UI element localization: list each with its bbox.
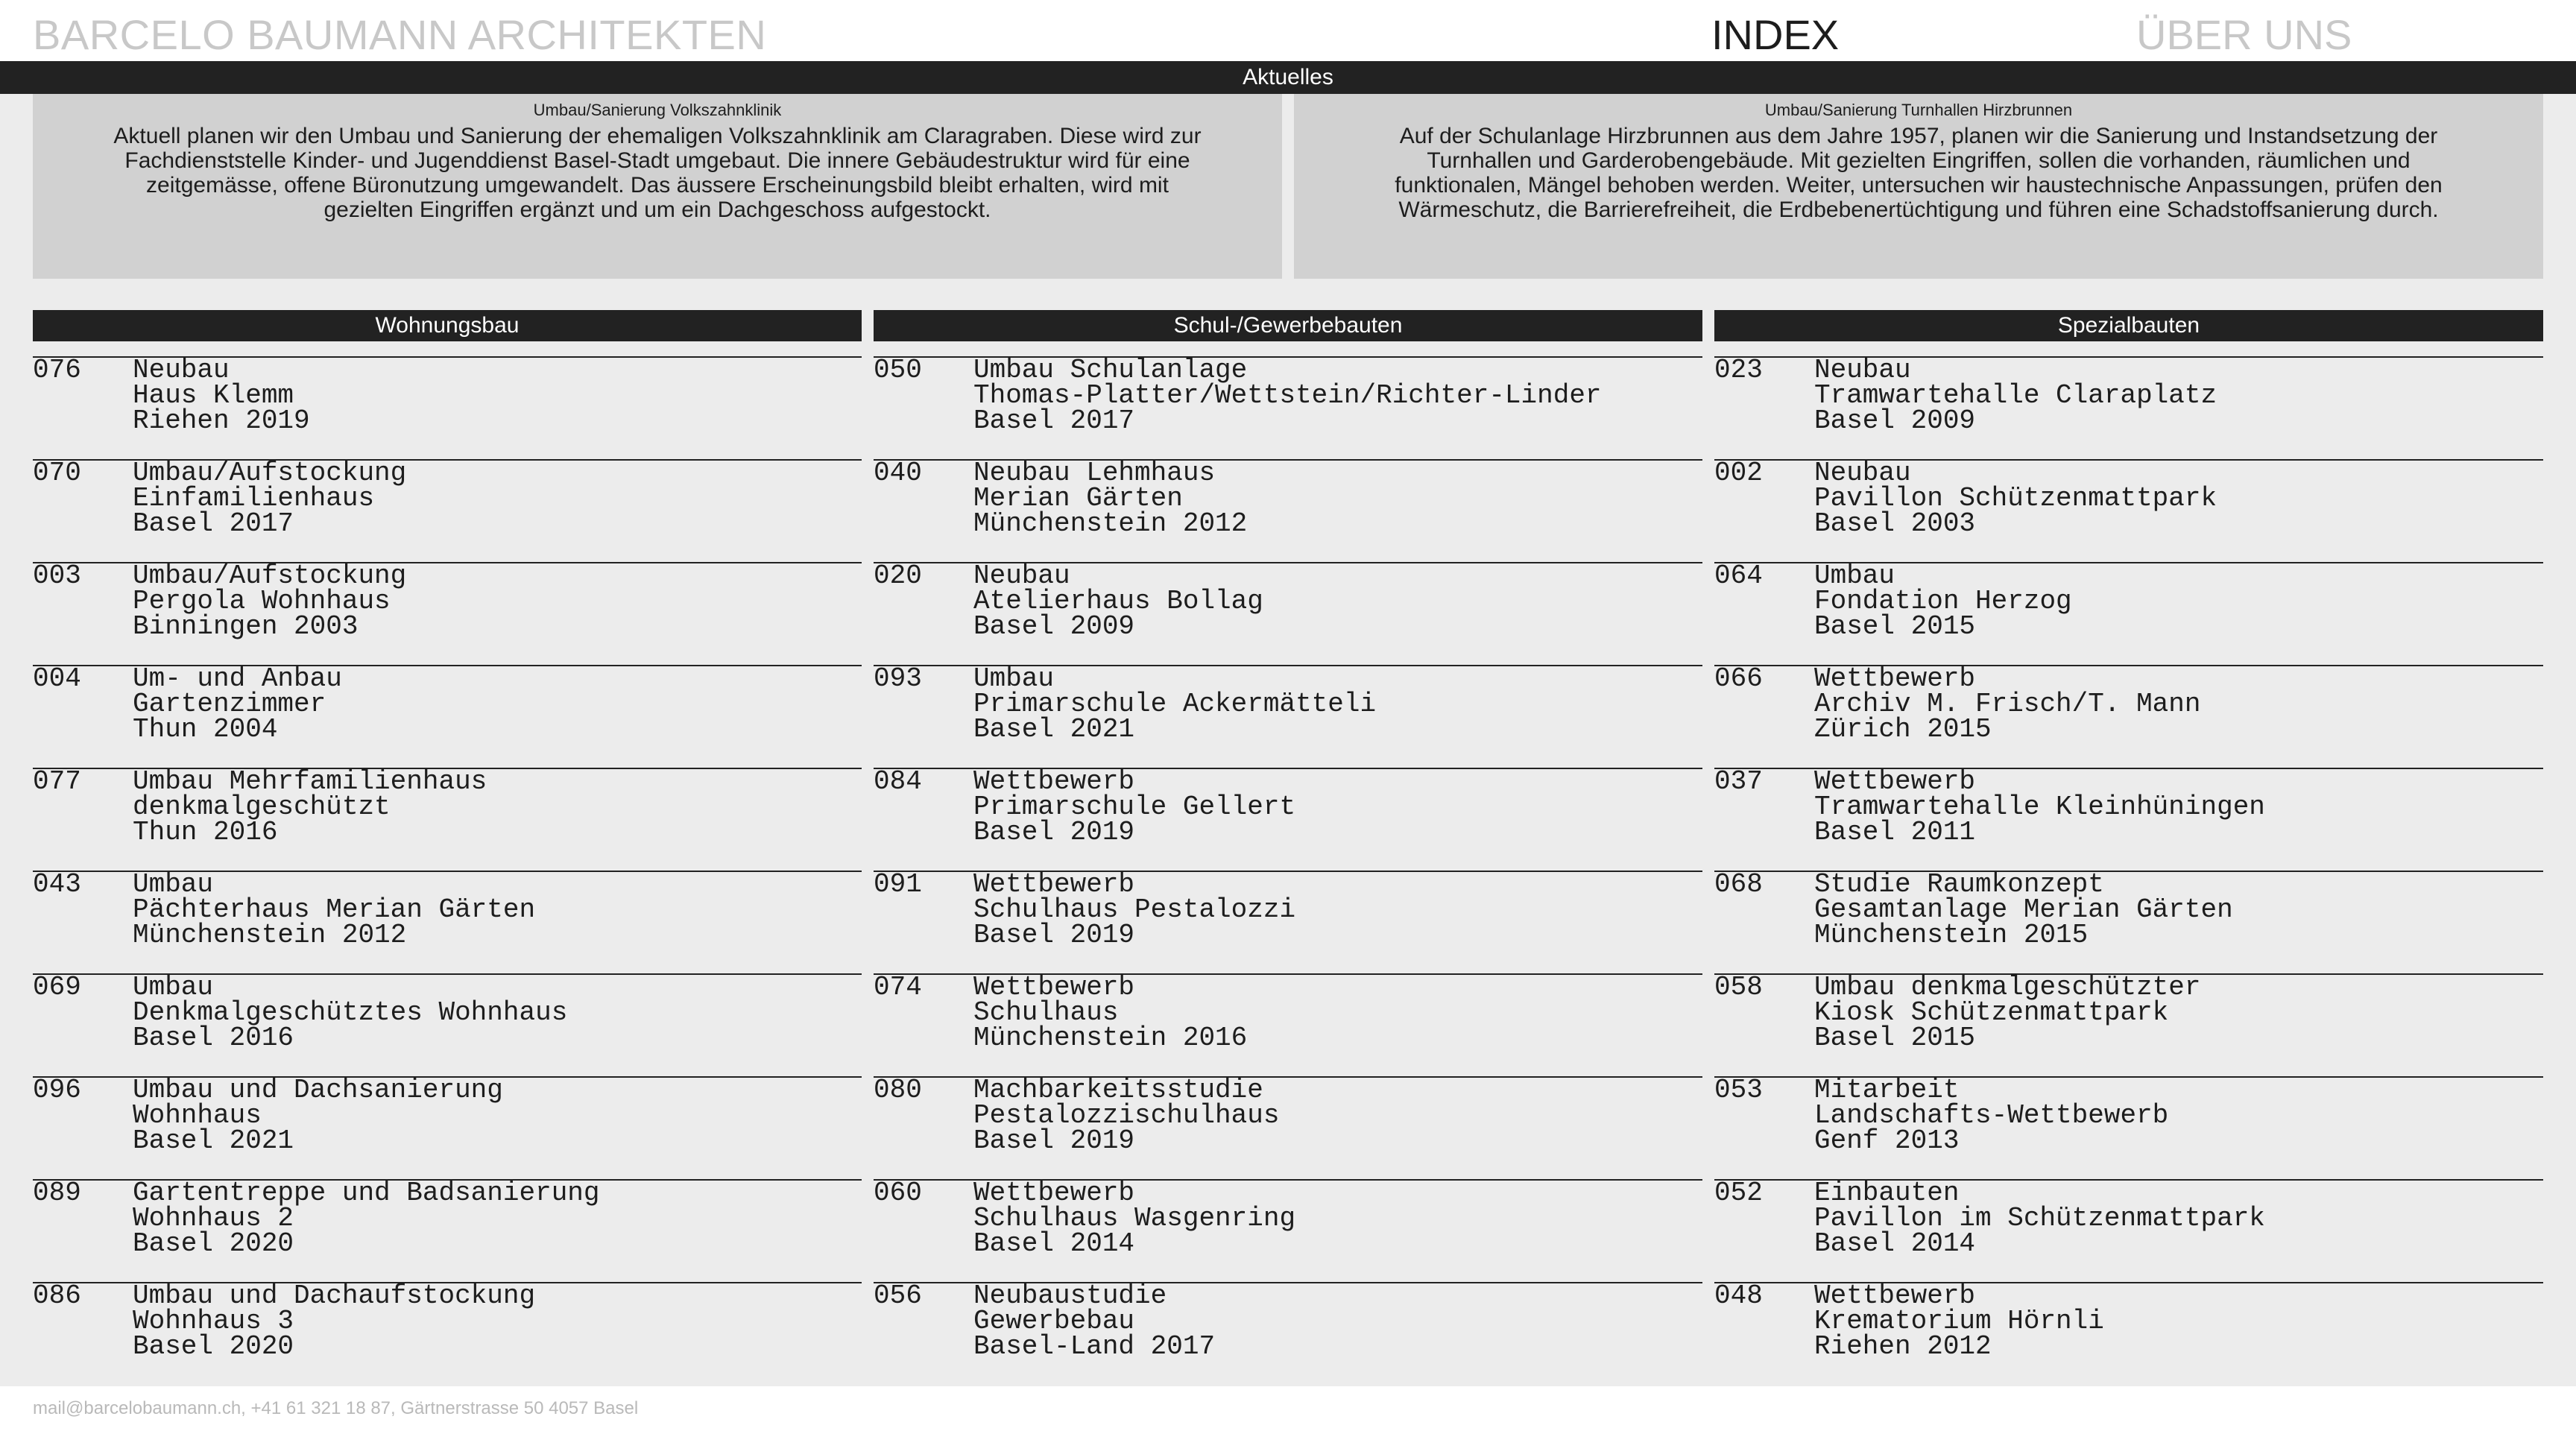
- project-name: Schulhaus Wasgenring: [973, 1203, 1296, 1233]
- project-type: Um- und Anbau: [133, 663, 342, 694]
- project-entry[interactable]: [1714, 1179, 2543, 1282]
- project-entry[interactable]: [874, 459, 1702, 562]
- project-type: Wettbewerb: [973, 1178, 1135, 1208]
- project-name: Wohnhaus 2: [133, 1203, 294, 1233]
- project-list: [874, 356, 1702, 1385]
- project-number: 004: [33, 663, 81, 694]
- news-text-line: Aktuell planen wir den Umbau und Sanierung der ehemaligen Volkszahnklinik am Claragraben. Diese wird zur: [113, 124, 1202, 148]
- project-details: [133, 663, 342, 745]
- project-number: 053: [1714, 1075, 1763, 1105]
- project-entry[interactable]: [33, 459, 862, 562]
- project-number: 040: [874, 458, 922, 488]
- project-number: 048: [1714, 1280, 1763, 1311]
- project-entry[interactable]: [33, 1076, 862, 1179]
- project-entry[interactable]: [1714, 562, 2543, 665]
- project-name: Gartenzimmer: [133, 689, 326, 719]
- project-details: [973, 355, 1602, 436]
- column-spezialbauten: [1714, 310, 2543, 1385]
- project-location-year: Münchenstein 2012: [973, 508, 1248, 539]
- news-text-line: zeitgemässe, offene Büronutzung umgewandelt. Das äussere Erscheinungsbild bleibt erhalten, wird mit: [146, 173, 1169, 198]
- project-details: [973, 1178, 1296, 1259]
- project-details: [133, 766, 487, 847]
- project-name: Wohnhaus 3: [133, 1306, 294, 1336]
- news-text-line: Auf der Schulanlage Hirzbrunnen aus dem Jahre 1957, planen wir die Sanierung und Instandsetzung der: [1399, 124, 2438, 148]
- project-location-year: Basel 2015: [1814, 611, 1976, 642]
- project-name: Pavillon Schützenmattpark: [1814, 483, 2217, 514]
- project-type: Neubaustudie: [973, 1280, 1167, 1311]
- news-title: Umbau/Sanierung Volkszahnklinik: [533, 101, 782, 119]
- project-location-year: Basel 2020: [133, 1228, 294, 1259]
- project-type: Umbau: [133, 869, 214, 900]
- project-entry[interactable]: [33, 665, 862, 768]
- project-type: Umbau: [1814, 560, 1895, 591]
- project-number: 060: [874, 1178, 922, 1208]
- project-type: Umbau: [973, 663, 1055, 694]
- project-type: Umbau/Aufstockung: [133, 560, 407, 591]
- project-type: Mitarbeit: [1814, 1075, 1960, 1105]
- project-name: Schulhaus Pestalozzi: [973, 894, 1296, 925]
- project-number: 020: [874, 560, 922, 591]
- project-location-year: Münchenstein 2015: [1814, 920, 2089, 950]
- project-details: [1814, 1280, 2104, 1362]
- project-entry[interactable]: [1714, 973, 2543, 1076]
- project-type: Umbau und Dachsanierung: [133, 1075, 503, 1105]
- news-text: [55, 124, 1260, 222]
- project-entry[interactable]: [1714, 665, 2543, 768]
- project-number: 076: [33, 355, 81, 385]
- project-type: Machbarkeitsstudie: [973, 1075, 1263, 1105]
- project-number: 058: [1714, 972, 1763, 1002]
- news-text: [1316, 124, 2521, 222]
- project-entry[interactable]: [874, 1076, 1702, 1179]
- project-entry[interactable]: [1714, 459, 2543, 562]
- project-name: Pavillon im Schützenmattpark: [1814, 1203, 2265, 1233]
- project-entry[interactable]: [874, 562, 1702, 665]
- project-location-year: Basel 2015: [1814, 1023, 1976, 1053]
- nav-index-link[interactable]: INDEX: [1711, 11, 1840, 58]
- project-number: 064: [1714, 560, 1763, 591]
- project-name: Gesamtanlage Merian Gärten: [1814, 894, 2233, 925]
- project-entry[interactable]: [33, 1179, 862, 1282]
- project-entry[interactable]: [874, 1179, 1702, 1282]
- project-details: [1814, 560, 2072, 642]
- project-type: Umbau und Dachaufstockung: [133, 1280, 536, 1311]
- project-number: 023: [1714, 355, 1763, 385]
- project-type: Wettbewerb: [973, 972, 1135, 1002]
- project-entry[interactable]: [1714, 356, 2543, 459]
- project-location-year: Basel 2021: [973, 714, 1135, 745]
- project-details: [133, 458, 407, 539]
- project-type: Neubau: [1814, 458, 1911, 488]
- project-location-year: Basel 2019: [973, 920, 1135, 950]
- project-number: 003: [33, 560, 81, 591]
- project-details: [133, 1075, 503, 1156]
- project-name: Pergola Wohnhaus: [133, 586, 391, 616]
- column-header: Wohnungsbau: [33, 310, 862, 341]
- news-title: Umbau/Sanierung Turnhallen Hirzbrunnen: [1764, 101, 2073, 119]
- news-card-turnhallen[interactable]: [1294, 94, 2543, 279]
- project-details: [133, 1178, 600, 1259]
- project-entry[interactable]: [1714, 1076, 2543, 1179]
- project-details: [973, 766, 1296, 847]
- project-location-year: Basel 2011: [1814, 817, 1976, 847]
- project-number: 086: [33, 1280, 81, 1311]
- project-details: [1814, 869, 2233, 950]
- project-name: Primarschule Ackermätteli: [973, 689, 1377, 719]
- project-location-year: Riehen 2019: [133, 405, 310, 436]
- project-entry[interactable]: [874, 768, 1702, 871]
- project-type: Wettbewerb: [973, 869, 1135, 900]
- project-entry[interactable]: [33, 973, 862, 1076]
- footer-contact: mail@barcelobaumann.ch, +41 61 321 18 87, Gärtnerstrasse 50 4057 Basel: [33, 1398, 639, 1418]
- project-type: Neubau: [973, 560, 1070, 591]
- project-entry[interactable]: [874, 871, 1702, 973]
- project-name: Pächterhaus Merian Gärten: [133, 894, 536, 925]
- project-entry[interactable]: [874, 1282, 1702, 1385]
- project-location-year: Münchenstein 2016: [973, 1023, 1248, 1053]
- project-details: [973, 869, 1296, 950]
- project-type: Neubau: [1814, 355, 1911, 385]
- project-details: [1814, 1178, 2265, 1259]
- project-details: [133, 869, 536, 950]
- project-entry[interactable]: [1714, 1282, 2543, 1385]
- project-name: Archiv M. Frisch/T. Mann: [1814, 689, 2201, 719]
- project-type: Wettbewerb: [1814, 1280, 1976, 1311]
- nav-about-link[interactable]: ÜBER UNS: [2136, 11, 2352, 58]
- project-list: [1714, 356, 2543, 1385]
- project-number: 070: [33, 458, 81, 488]
- project-name: Denkmalgeschütztes Wohnhaus: [133, 997, 568, 1028]
- top-bar: [0, 0, 2576, 61]
- project-location-year: Thun 2004: [133, 714, 278, 745]
- project-location-year: Basel 2014: [1814, 1228, 1976, 1259]
- project-location-year: Basel 2014: [973, 1228, 1135, 1259]
- project-details: [1814, 663, 2201, 745]
- project-location-year: Zürich 2015: [1814, 714, 1992, 745]
- project-entry[interactable]: [874, 973, 1702, 1076]
- project-number: 068: [1714, 869, 1763, 900]
- project-name: Wohnhaus: [133, 1100, 262, 1131]
- project-type: Wettbewerb: [973, 766, 1135, 797]
- project-entry[interactable]: [1714, 768, 2543, 871]
- project-location-year: Binningen 2003: [133, 611, 359, 642]
- project-details: [1814, 355, 2217, 436]
- project-location-year: Riehen 2012: [1814, 1331, 1992, 1362]
- project-list: [33, 356, 862, 1385]
- project-details: [973, 1280, 1216, 1362]
- project-details: [1814, 458, 2217, 539]
- project-type: Umbau Schulanlage: [973, 355, 1248, 385]
- project-name: Primarschule Gellert: [973, 792, 1296, 822]
- project-location-year: Genf 2013: [1814, 1125, 1960, 1156]
- news-text-line: Wärmeschutz, die Barrierefreiheit, die Erdbebenertüchtigung und führen eine Schadstoffsanierung durch.: [1398, 198, 2439, 222]
- project-number: 084: [874, 766, 922, 797]
- column-schulbauten: [874, 310, 1702, 1385]
- project-details: [1814, 766, 2265, 847]
- project-location-year: Basel 2019: [973, 1125, 1135, 1156]
- project-name: Tramwartehalle Claraplatz: [1814, 380, 2217, 411]
- project-number: 056: [874, 1280, 922, 1311]
- project-number: 050: [874, 355, 922, 385]
- project-number: 080: [874, 1075, 922, 1105]
- project-details: [133, 972, 568, 1053]
- project-location-year: Basel 2009: [1814, 405, 1976, 436]
- project-number: 066: [1714, 663, 1763, 694]
- news-text-line: funktionalen, Mängel behoben werden. Weiter, untersuchen wir haustechnische Anpassungen, prüfen den: [1395, 173, 2443, 198]
- project-number: 096: [33, 1075, 81, 1105]
- project-type: Gartentreppe und Badsanierung: [133, 1178, 600, 1208]
- news-card-volkszahnklinik[interactable]: [33, 94, 1282, 279]
- column-header: Schul-/Gewerbebauten: [874, 310, 1702, 341]
- project-location-year: Basel 2017: [973, 405, 1135, 436]
- project-number: 037: [1714, 766, 1763, 797]
- project-number: 043: [33, 869, 81, 900]
- project-number: 002: [1714, 458, 1763, 488]
- project-name: Atelierhaus Bollag: [973, 586, 1263, 616]
- project-name: Gewerbebau: [973, 1306, 1135, 1336]
- project-entry[interactable]: [33, 1282, 862, 1385]
- project-details: [133, 1280, 536, 1362]
- news-text-line: gezielten Eingriffen ergänzt und um ein Dachgeschoss aufgestockt.: [323, 198, 991, 222]
- project-location-year: Basel 2021: [133, 1125, 294, 1156]
- brand-logo-link[interactable]: BARCELO BAUMANN ARCHITEKTEN: [33, 11, 767, 58]
- project-location-year: Basel 2009: [973, 611, 1135, 642]
- project-location-year: Thun 2016: [133, 817, 278, 847]
- footer: [0, 1386, 2576, 1431]
- news-text-line: Turnhallen und Garderobengebäude. Mit gezielten Eingriffen, sollen die vorhanden, räumlichen und: [1427, 148, 2411, 173]
- news-text-line: Fachdienststelle Kinder- und Jugenddienst Basel-Stadt umgebaut. Die innere Gebäudestruktur wird für eine: [124, 148, 1190, 173]
- project-type: Umbau denkmalgeschützter: [1814, 972, 2201, 1002]
- project-entry[interactable]: [33, 768, 862, 871]
- project-number: 077: [33, 766, 81, 797]
- project-number: 069: [33, 972, 81, 1002]
- project-details: [133, 355, 310, 436]
- project-location-year: Basel-Land 2017: [973, 1331, 1216, 1362]
- project-entry[interactable]: [1714, 871, 2543, 973]
- project-type: Wettbewerb: [1814, 766, 1976, 797]
- project-name: Thomas-Platter/Wettstein/Richter-Linder: [973, 380, 1602, 411]
- column-wohnungsbau: [33, 310, 862, 1385]
- column-header: Spezialbauten: [1714, 310, 2543, 341]
- project-name: Schulhaus: [973, 997, 1119, 1028]
- project-type: Wettbewerb: [1814, 663, 1976, 694]
- project-entry[interactable]: [874, 356, 1702, 459]
- project-name: Einfamilienhaus: [133, 483, 375, 514]
- project-name: Fondation Herzog: [1814, 586, 2072, 616]
- project-location-year: Basel 2019: [973, 817, 1135, 847]
- project-location-year: Basel 2020: [133, 1331, 294, 1362]
- project-number: 093: [874, 663, 922, 694]
- project-name: Tramwartehalle Kleinhüningen: [1814, 792, 2265, 822]
- project-name: Landschafts-Wettbewerb: [1814, 1100, 2169, 1131]
- project-name: Merian Gärten: [973, 483, 1183, 514]
- project-location-year: Münchenstein 2012: [133, 920, 407, 950]
- project-details: [973, 663, 1377, 745]
- project-name: denkmalgeschützt: [133, 792, 391, 822]
- project-name: Kiosk Schützenmattpark: [1814, 997, 2169, 1028]
- project-type: Studie Raumkonzept: [1814, 869, 2104, 900]
- project-details: [1814, 1075, 2169, 1156]
- news-section-header: Aktuelles: [0, 61, 2576, 94]
- project-location-year: Basel 2003: [1814, 508, 1976, 539]
- project-type: Neubau Lehmhaus: [973, 458, 1216, 488]
- project-name: Krematorium Hörnli: [1814, 1306, 2104, 1336]
- project-details: [973, 972, 1248, 1053]
- project-entry[interactable]: [874, 665, 1702, 768]
- project-type: Umbau/Aufstockung: [133, 458, 407, 488]
- project-name: Pestalozzischulhaus: [973, 1100, 1280, 1131]
- project-entry[interactable]: [33, 562, 862, 665]
- project-entry[interactable]: [33, 871, 862, 973]
- project-details: [1814, 972, 2201, 1053]
- project-type: Umbau Mehrfamilienhaus: [133, 766, 487, 797]
- project-details: [973, 560, 1263, 642]
- project-name: Haus Klemm: [133, 380, 294, 411]
- project-number: 091: [874, 869, 922, 900]
- project-number: 089: [33, 1178, 81, 1208]
- project-type: Neubau: [133, 355, 230, 385]
- project-location-year: Basel 2016: [133, 1023, 294, 1053]
- project-type: Umbau: [133, 972, 214, 1002]
- project-location-year: Basel 2017: [133, 508, 294, 539]
- project-details: [973, 458, 1248, 539]
- project-details: [133, 560, 407, 642]
- project-type: Einbauten: [1814, 1178, 1960, 1208]
- project-number: 074: [874, 972, 922, 1002]
- project-details: [973, 1075, 1280, 1156]
- project-number: 052: [1714, 1178, 1763, 1208]
- project-entry[interactable]: [33, 356, 862, 459]
